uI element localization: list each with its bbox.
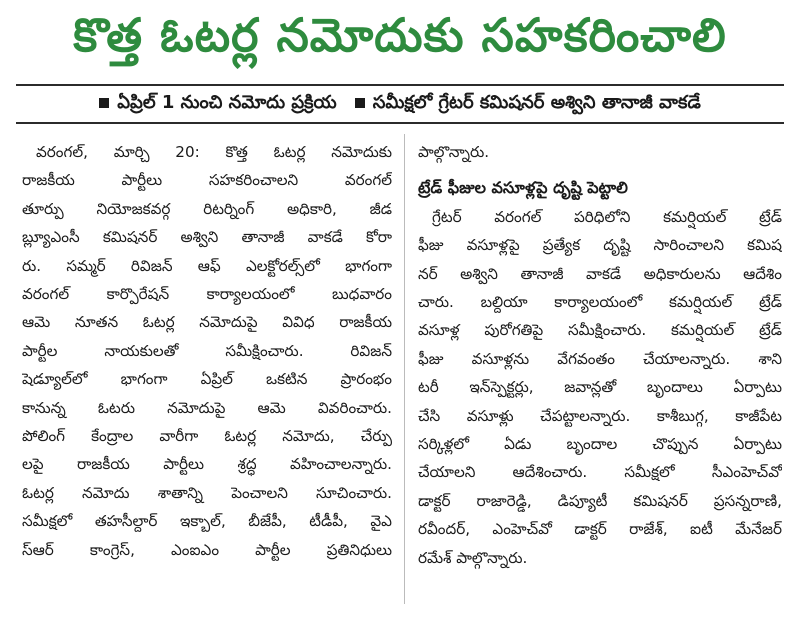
section-heading: ట్రేడ్ ఫీజుల వసూళ్లపై దృష్టి పెట్టాలి — [418, 178, 628, 198]
body-line: లపై రాజకీయ పార్టీలు శ్రద్ధ వహించాలన్నారు. — [22, 455, 392, 474]
body-line: రమేశ్ పాల్గొన్నారు. — [418, 548, 528, 567]
body-line: సర్కిళ్లలో ఏడు బృందాల చొప్పున ఏర్పాటు — [418, 435, 782, 454]
body-line: ఫీజు వసూళ్లను వేగవంతం చేయాలన్నారు. శాని — [418, 349, 782, 368]
body-line: పాల్గొన్నారు. — [418, 143, 490, 161]
square-bullet-icon — [99, 98, 109, 108]
body-line: వరంగల్ కార్పొరేషన్ కార్యాలయంలో బుధవారం — [22, 285, 392, 304]
body-line: షెడ్యూల్‌లో భాగంగా ఏప్రిల్ ఒకటిన ప్రారంభం — [22, 370, 392, 389]
body-line: స్ఆర్ కాంగ్రెస్, ఎంఐఎం పార్టీల ప్రతినిధులు — [22, 540, 392, 559]
body-line: కానున్న ఓటరు నమోదుపై ఆమె వివరించారు. — [22, 398, 392, 417]
body-line: రవీందర్, ఎంహెచ్‌వో డాక్టర్ రాజేశ్, ఐటీ మేనేజర్ — [418, 520, 782, 539]
body-line: తూర్పు నియోజకవర్గ రిటర్నింగ్ అధికారి, జీడ — [22, 199, 392, 218]
body-line: చేయాలని ఆదేశించారు. సమీక్షలో సీఎంహెచ్‌వో — [418, 463, 782, 482]
body-line: వరంగల్, మార్చి 20: కొత్త ఓటర్ల నమోదుకు — [36, 143, 392, 161]
body-line: పోలింగ్ కేంద్రాల వారీగా ఓటర్ల నమోదు, చేర్పు — [22, 427, 392, 446]
body-line: ఫీజు వసూళ్లపై ప్రత్యేక దృష్టి సారించాలని కమిష — [418, 236, 782, 255]
body-line: డాక్టర్ రాజారెడ్డి, డిప్యూటీ కమిషనర్ ప్రసన్నరాణి, — [418, 491, 782, 510]
subheadline-bar — [0, 86, 800, 122]
subheadline-item — [355, 92, 701, 117]
square-bullet-icon — [355, 98, 365, 108]
bottom-rule — [16, 122, 784, 124]
body-line: టరీ ఇన్‌స్పెక్టర్లు, జవాన్లతో బృందాలు ఏర్పాటు — [418, 378, 782, 397]
body-line: సమీక్షలో తహసీల్దార్ ఇక్బాల్, బీజేపీ, టీడీపీ, వైఎ — [22, 512, 392, 531]
subheadline-text: ఏప్రిల్ 1 నుంచి నమోదు ప్రక్రియ — [117, 91, 337, 113]
body-line: రాజకీయ పార్టీలు సహకరించాలని వరంగల్ — [22, 171, 392, 190]
body-line: వసూళ్ల పురోగతిపై సమీక్షించారు. కమర్షియల్ ట్రేడ్ — [418, 321, 782, 340]
body-line: నర్ అశ్విని తానాజీ వాకడే అధికారులను ఆదేశిం — [418, 264, 782, 283]
subheadline-text: సమీక్షలో గ్రేటర్ కమిషనర్ అశ్విని తానాజీ వాకడే — [372, 91, 701, 113]
subheadline-item — [99, 92, 336, 117]
column-divider — [404, 134, 405, 604]
body-line: చేసి వసూళ్లు చేపట్టాలన్నారు. కాశీబుగ్గ, కాజీపేట — [418, 406, 782, 425]
body-line: రు. సమ్మర్ రివిజన్ ఆఫ్ ఎలక్టోరల్స్‌లో భాగంగా — [22, 256, 392, 275]
body-line: బ్ల్యూఎంసీ కమిషనర్ అశ్విని తానాజీ వాకడే కోరా — [22, 228, 392, 247]
body-line: ఓటర్ల నమోదు శాతాన్ని పెంచాలని సూచించారు. — [22, 483, 392, 502]
body-line: పార్టీల నాయకులతో సమీక్షించారు. రివిజన్ — [22, 341, 392, 360]
left-column — [22, 138, 392, 564]
body-line: గ్రేటర్ వరంగల్ పరిధిలోని కమర్షియల్ ట్రేడ్ — [432, 207, 782, 226]
body-line: చారు. బల్దియా కార్యాలయంలో కమర్షియల్ ట్రేడ్ — [418, 293, 782, 312]
body-line: ఆమె నూతన ఓటర్ల నమోదుపై వివిధ రాజకీయ — [22, 313, 392, 332]
right-column — [418, 138, 782, 572]
headline: కొత్త ఓటర్ల నమోదుకు సహకరించాలి — [73, 8, 727, 62]
